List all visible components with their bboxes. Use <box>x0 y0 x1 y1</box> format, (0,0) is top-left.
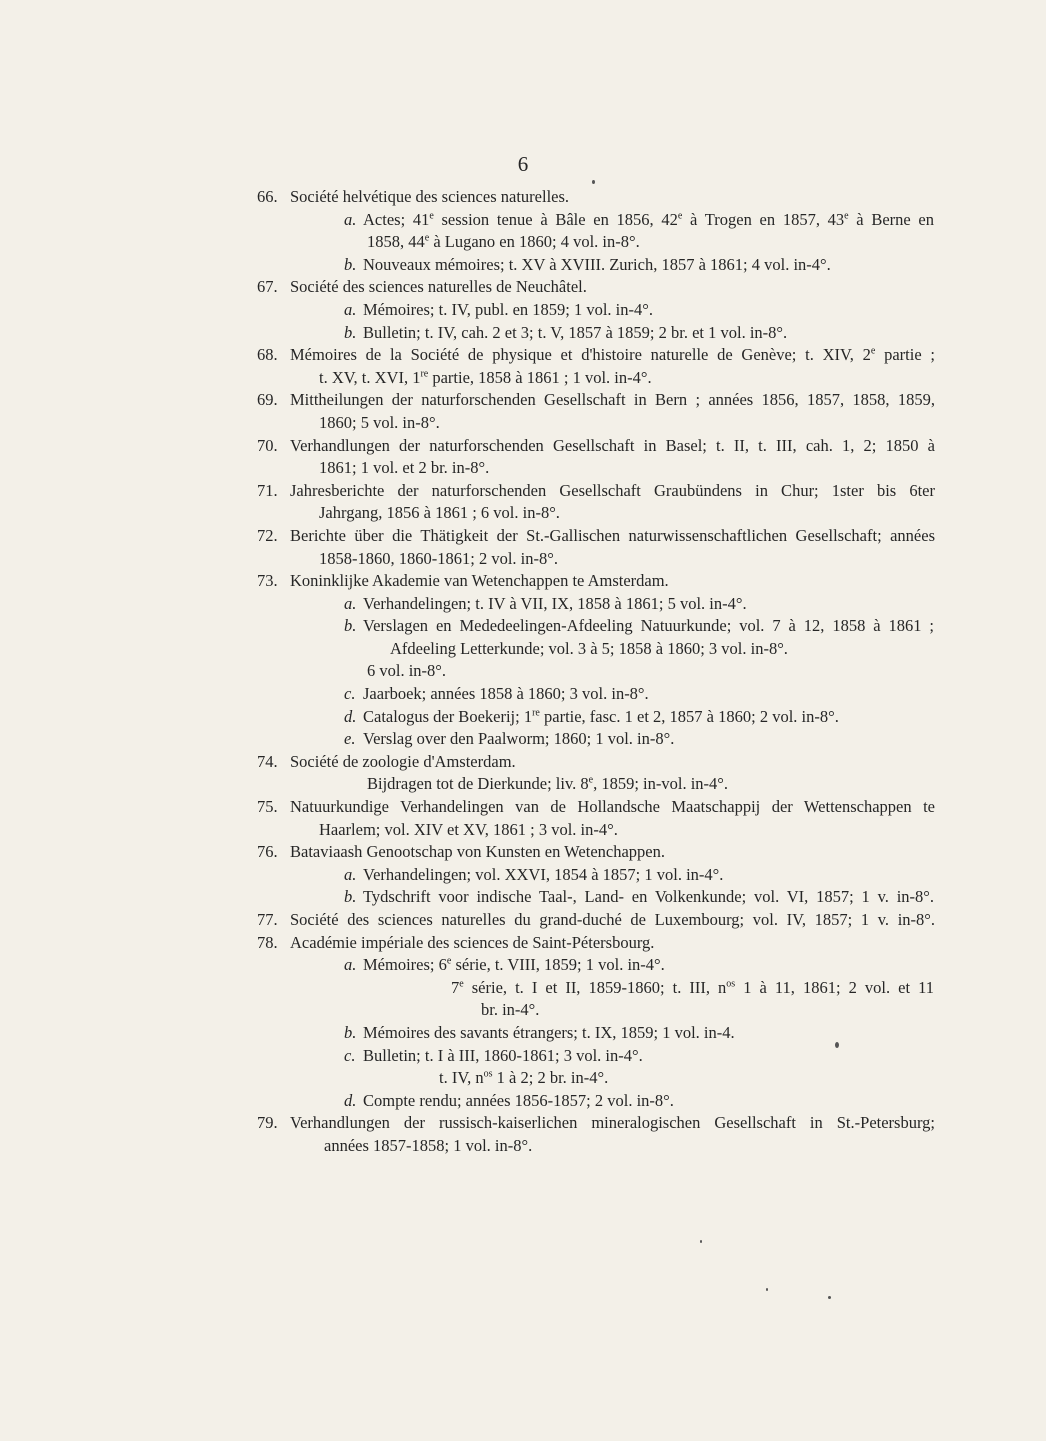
text: Koninklijke Akademie van Wetenchappen te Amsterdam. <box>290 571 669 591</box>
text: partie, 1858 à 1861 ; 1 vol. in-4°. <box>428 367 652 387</box>
entry-number: 72. <box>257 525 278 545</box>
text: Société helvétique des sciences naturelles. <box>290 187 570 206</box>
entry-line <box>257 909 935 932</box>
sub-item-letter: a. <box>344 864 357 884</box>
entry-line <box>257 796 935 819</box>
text: Société des sciences naturelles du grand-duché de Luxembourg; vol. IV, 1857; 1 v. in-8°. <box>290 910 935 929</box>
entry-line <box>257 1112 935 1135</box>
sub-item-letter: b. <box>344 887 357 907</box>
entry-line <box>344 593 934 616</box>
entry-line <box>257 932 935 955</box>
entry-list <box>0 186 1046 1158</box>
entry <box>0 389 1046 434</box>
entry-line <box>319 457 935 480</box>
entry-line <box>344 954 934 977</box>
entry-line <box>344 683 934 706</box>
speck <box>700 1240 702 1243</box>
text: Mémoires des savants étrangers; t. IX, 1859; 1 vol. in-4. <box>363 1022 735 1042</box>
text: Verhandelingen; vol. XXVI, 1854 à 1857; 1 vol. in-4°. <box>363 864 724 884</box>
sub-item-letter: a. <box>344 299 357 319</box>
sub-item-letter: c. <box>344 1045 356 1065</box>
entry-line <box>257 751 935 774</box>
entry <box>0 841 1046 909</box>
speck <box>835 1042 839 1048</box>
page-number: 6 <box>517 152 529 176</box>
entry-line <box>344 209 934 232</box>
text: Jahresberichte der naturforschenden Gesellschaft Graubündens in Chur; 1ster bis 6ter <box>290 480 935 500</box>
text: Tydschrift voor indische Taal-, Land- en Volkenkunde; vol. VI, 1857; 1 v. in-8°. <box>363 887 934 907</box>
entry-number: 66. <box>257 187 278 206</box>
entry <box>0 570 1046 751</box>
text: Mémoires; t. IV, publ. en 1859; 1 vol. in-4°. <box>363 299 653 319</box>
text: Académie impériale des sciences de Saint-Pétersbourg. <box>290 932 655 952</box>
entry-line <box>257 525 935 548</box>
text: Mittheilungen der naturforschenden Gesellschaft in Bern ; années 1856, 1857, 1858, 1859, <box>290 390 935 410</box>
text: Bataviaash Genootschap von Kunsten en Wetenchappen. <box>290 842 666 862</box>
text: 1858, 44 <box>367 232 425 252</box>
text: 1861; 1 vol. et 2 br. in-8°. <box>319 458 490 478</box>
entry-line <box>319 502 935 525</box>
entry-line <box>367 231 934 254</box>
text: Société des sciences naturelles de Neuchâtel. <box>290 277 587 297</box>
entry <box>0 480 1046 525</box>
text: partie ; <box>875 345 935 365</box>
entry-line <box>319 412 935 435</box>
sub-item-letter: a. <box>344 209 357 229</box>
superscript: e <box>870 345 876 357</box>
text: 6 vol. in-8°. <box>367 661 447 681</box>
superscript: e <box>429 210 434 222</box>
entry <box>0 344 1046 389</box>
text: 7 <box>451 977 460 997</box>
superscript: e <box>588 774 594 786</box>
entry-line <box>344 886 934 909</box>
sub-item-letter: a. <box>344 593 357 613</box>
text: Berichte über die Thätigkeit der St.-Gallischen naturwissenschaftlichen Gesellschaft; années <box>290 525 935 545</box>
text: Afdeeling Letterkunde; vol. 3 à 5; 1858 à 1860; 3 vol. in-8°. <box>390 638 788 658</box>
entry-line <box>344 706 934 729</box>
superscript: re <box>532 707 540 719</box>
entry-number: 70. <box>257 435 278 455</box>
text: Mémoires; 6 <box>363 955 447 975</box>
text: 1 à 11, 1861; 2 vol. et 11 <box>735 977 934 997</box>
sub-item-letter: c. <box>344 684 356 704</box>
entry <box>0 796 1046 841</box>
text: 1 à 2; 2 br. in-4°. <box>492 1068 609 1088</box>
entry-number: 67. <box>257 277 278 297</box>
entry-line <box>344 728 934 751</box>
text: Verslagen en Mededeelingen-Afdeeling Natuurkunde; vol. 7 à 12, 1858 à 1861 ; <box>363 616 934 636</box>
superscript: e <box>459 978 464 990</box>
entry-line <box>319 548 935 571</box>
text: à Trogen en 1857, 43 <box>682 209 845 229</box>
sub-item-letter: e. <box>344 729 356 749</box>
text: Haarlem; vol. XIV et XV, 1861 ; 3 vol. in-4°. <box>319 819 618 839</box>
text: Jaarboek; années 1858 à 1860; 3 vol. in-8°. <box>363 684 649 704</box>
entry-line <box>319 367 935 390</box>
text: t. XV, t. XVI, 1 <box>319 367 421 387</box>
superscript: re <box>420 368 429 380</box>
text: Compte rendu; années 1856-1857; 2 vol. in-8°. <box>363 1090 674 1110</box>
text: 1860; 5 vol. in-8°. <box>319 412 440 432</box>
entry-line <box>344 254 934 277</box>
entry-number: 76. <box>257 842 278 862</box>
text: Nouveaux mémoires; t. XV à XVIII. Zurich, 1857 à 1861; 4 vol. in-4°. <box>363 254 831 274</box>
entry-line <box>257 435 935 458</box>
text: années 1857-1858; 1 vol. in-8°. <box>324 1135 533 1155</box>
superscript: e <box>844 210 849 222</box>
sub-item-letter: a. <box>344 955 357 975</box>
entry-line <box>344 1090 934 1113</box>
text: , 1859; in-vol. in-4°. <box>593 774 729 794</box>
sub-item-letter: b. <box>344 254 357 274</box>
text: session tenue à Bâle en 1856, 42 <box>433 209 678 229</box>
sub-item-letter: b. <box>344 322 357 342</box>
text: série, t. I et II, 1859-1860; t. III, n <box>463 977 727 997</box>
superscript: os <box>726 978 736 990</box>
entry-line <box>257 344 935 367</box>
text: Natuurkundige Verhandelingen van de Hollandsche Maatschappij der Wettenschappen te <box>290 797 935 817</box>
entry-line <box>344 1022 934 1045</box>
text: 1858-1860, 1860-1861; 2 vol. in-8°. <box>319 548 558 568</box>
text: Jahrgang, 1856 à 1861 ; 6 vol. in-8°. <box>319 503 560 523</box>
entry-line <box>367 660 934 683</box>
entry <box>0 909 1046 932</box>
text: Mémoires de la Société de physique et d'histoire naturelle de Genève; t. XIV, 2 <box>290 345 871 365</box>
entry-number: 73. <box>257 571 278 591</box>
entry-line <box>367 773 934 796</box>
entry-line <box>344 1045 934 1068</box>
entry-line <box>481 999 934 1022</box>
entry-number: 77. <box>257 910 278 929</box>
entry <box>0 751 1046 796</box>
text: t. IV, n <box>439 1068 484 1088</box>
text: Verhandlungen der russisch-kaiserlichen mineralogischen Gesellschaft in St.-Petersburg; <box>290 1113 935 1133</box>
entry-line <box>324 1135 935 1158</box>
entry <box>0 186 1046 276</box>
entry <box>0 435 1046 480</box>
entry-line <box>257 276 935 299</box>
entry-line <box>344 615 934 638</box>
entry-number: 78. <box>257 932 278 952</box>
entry <box>0 932 1046 1113</box>
entry-number: 74. <box>257 751 278 771</box>
speck <box>828 1296 831 1299</box>
text: à Berne en <box>848 209 934 229</box>
entry-line <box>439 1067 934 1090</box>
text: Bulletin; t. IV, cah. 2 et 3; t. V, 1857 à 1859; 2 br. et 1 vol. in-8°. <box>363 322 788 342</box>
superscript: e <box>424 232 430 244</box>
entry-line <box>257 570 935 593</box>
superscript: os <box>483 1068 493 1080</box>
entry-line <box>344 322 934 345</box>
text: Verslag over den Paalworm; 1860; 1 vol. in-8°. <box>363 729 675 749</box>
entry-line <box>390 638 934 661</box>
entry-line <box>451 977 934 1000</box>
sub-item-letter: d. <box>344 1090 357 1110</box>
entry-line <box>344 299 934 322</box>
sub-item-letter: b. <box>344 616 357 636</box>
entry-line <box>319 819 935 842</box>
text: Bijdragen tot de Dierkunde; liv. 8 <box>367 774 589 794</box>
entry <box>0 1112 1046 1157</box>
entry-number: 79. <box>257 1113 278 1133</box>
entry-number: 71. <box>257 480 278 500</box>
superscript: e <box>677 210 683 222</box>
superscript: e <box>446 955 452 967</box>
text: série, t. VIII, 1859; 1 vol. in-4°. <box>451 955 665 975</box>
entry-line <box>257 186 935 209</box>
entry-line <box>257 841 935 864</box>
entry-number: 75. <box>257 797 278 817</box>
text: partie, fasc. 1 et 2, 1857 à 1860; 2 vol. in-8°. <box>539 706 839 726</box>
speck <box>766 1288 768 1291</box>
text: Verhandlungen der naturforschenden Gesellschaft in Basel; t. II, t. III, cah. 1, 2; 1850 à <box>290 435 935 455</box>
entry-number: 69. <box>257 390 278 410</box>
text: Bulletin; t. I à III, 1860-1861; 3 vol. in-4°. <box>363 1045 643 1065</box>
text: br. in-4°. <box>481 1000 540 1020</box>
text: Actes; 41 <box>363 209 430 229</box>
entry-line <box>257 480 935 503</box>
text: à Lugano en 1860; 4 vol. in-8°. <box>429 232 640 252</box>
text: Verhandelingen; t. IV à VII, IX, 1858 à 1861; 5 vol. in-4°. <box>363 593 747 613</box>
entry-line <box>257 389 935 412</box>
entry-number: 68. <box>257 345 278 365</box>
sub-item-letter: d. <box>344 706 357 726</box>
text: Société de zoologie d'Amsterdam. <box>290 751 516 771</box>
entry <box>0 276 1046 344</box>
entry-line <box>344 864 934 887</box>
speck <box>592 180 595 184</box>
entry <box>0 525 1046 570</box>
sub-item-letter: b. <box>344 1022 357 1042</box>
text: Catalogus der Boekerij; 1 <box>363 706 533 726</box>
